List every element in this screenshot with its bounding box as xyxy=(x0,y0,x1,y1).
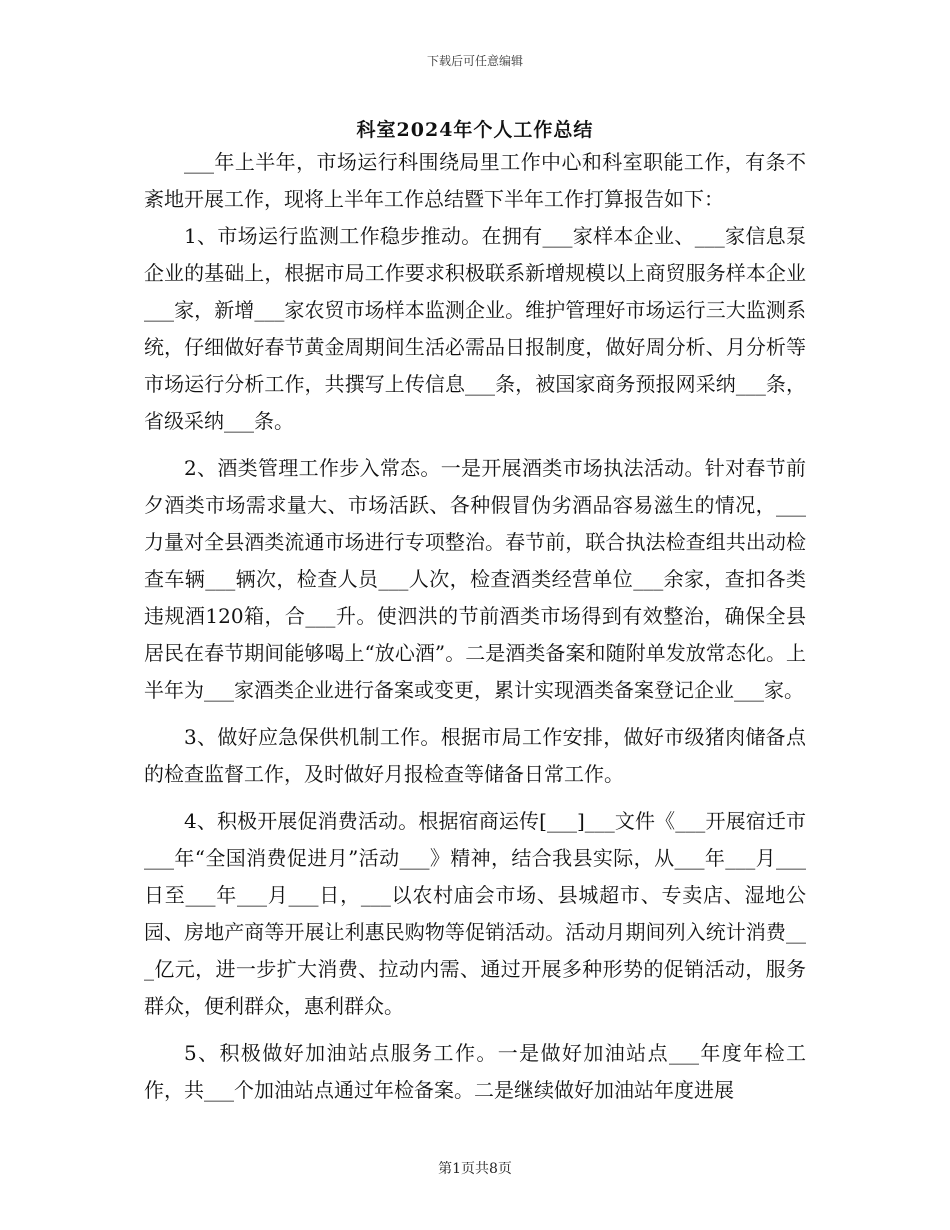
paragraph-emergency-supply: 3、做好应急保供机制工作。根据市局工作安排，做好市级猪肉储备点的检查监督工作，及时做好月报检查等储备日常工作。 xyxy=(144,725,806,786)
document-body xyxy=(144,144,806,1109)
paragraph-intro: ___年上半年，市场运行科围绕局里工作中心和科室职能工作，有条不紊地开展工作，现将上半年工作总结暨下半年工作打算报告如下： xyxy=(144,150,806,211)
document-title: 科室2024年个人工作总结 xyxy=(356,119,594,141)
paragraph-consumption-promotion: 4、积极开展促消费活动。根据宿商运传[___]___文件《___开展宿迁市___年“全国消费促进月”活动___》精神，结合我县实际，从___年___月___日至___年___月___日，___以农村庙会市场、县城超市、专卖店、湿地公园、房地产商等开展让利惠民购物等促销活动。活动月期间列入统计消费___亿元，进一步扩大消费、拉动内需、通过开展多种形势的促销活动，服务群众，便利群众，惠利群众。 xyxy=(144,809,806,1018)
header-note: 下载后可任意编辑 xyxy=(426,54,523,68)
paragraph-market-monitoring: 1、市场运行监测工作稳步推动。在拥有___家样本企业、___家信息泵企业的基础上，根据市局工作要求积极联系新增规模以上商贸服务样本企业___家，新增___家农贸市场样本监测企业。维护管理好市场运行三大监测系统，仔细做好春节黄金周期间生活必需品日报制度，做好周分析、月分析等市场运行分析工作，共撰写上传信息___条，被国家商务预报网采纳___条，省级采纳___条。 xyxy=(144,224,806,433)
paragraph-gas-station-service: 5、积极做好加油站点服务工作。一是做好加油站点___年度年检工作，共___个加油站点通过年检备案。二是继续做好加油站年度进展 xyxy=(144,1041,806,1102)
paragraph-liquor-management: 2、酒类管理工作步入常态。一是开展酒类市场执法活动。针对春节前夕酒类市场需求量大、市场活跃、各种假冒伪劣酒品容易滋生的情况，___力量对全县酒类流通市场进行专项整治。春节前，联合执法检查组共出动检查车辆___辆次，检查人员___人次，检查酒类经营单位___余家，查扣各类违规酒120箱，合___升。使泗洪的节前酒类市场得到有效整治，确保全县居民在春节期间能够喝上“放心酒”。二是酒类备案和随附单发放常态化。上半年为___家酒类企业进行备案或变更，累计实现酒类备案登记企业___家。 xyxy=(144,456,806,702)
page-number: 第1页共8页 xyxy=(438,1161,512,1177)
